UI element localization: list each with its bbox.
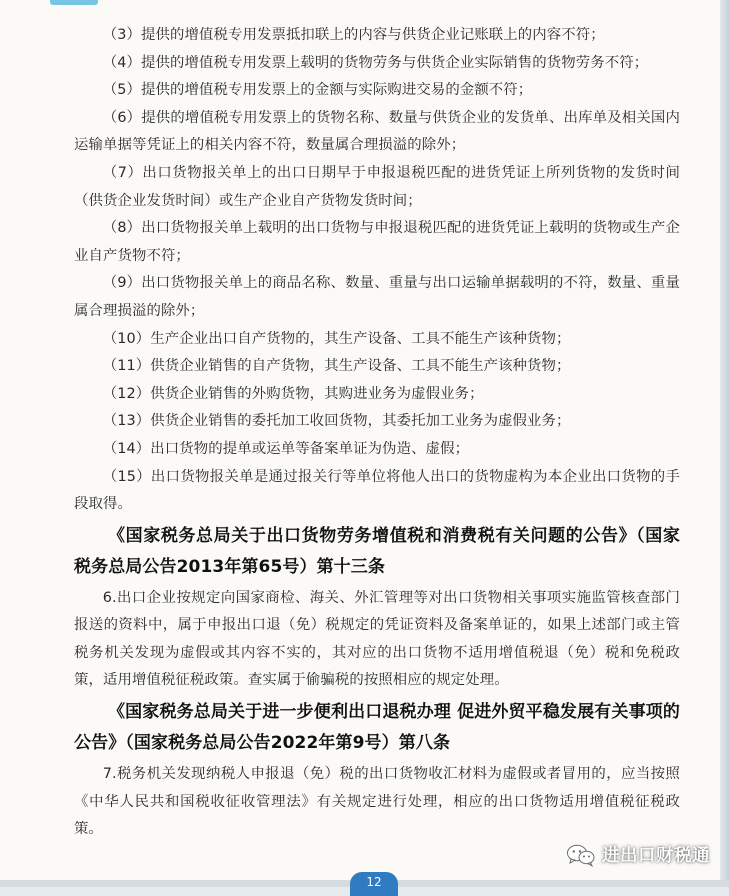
list-item: （7）出口货物报关单上的出口日期早于申报退税匹配的进货凭证上所列货物的发货时间（供货企业发货时间）或生产企业自产货物发货时间； <box>74 164 680 209</box>
section-heading: 《国家税务总局关于进一步便利出口退税办理 促进外贸平稳发展有关事项的公告》（国家税务总局公告2022年第9号）第八条 <box>74 702 680 754</box>
list-item: （9）出口货物报关单上的商品名称、数量、重量与出口运输单据载明的不符，数量、重量属合理损溢的除外； <box>74 275 680 319</box>
list-item: （6）提供的增值税专用发票上的货物名称、数量与供货企业的发货单、出库单及相关国内运输单据等凭证上的相关内容不符，数量属合理损溢的除外； <box>74 109 680 154</box>
watermark <box>566 842 710 867</box>
list-item: （8）出口货物报关单上载明的出口货物与申报退税匹配的进货凭证上载明的货物或生产企业自产货物不符； <box>74 220 680 264</box>
wechat-icon <box>566 843 596 867</box>
corner-accent <box>50 0 98 5</box>
list-item: （13）供货企业销售的委托加工收回货物，其委托加工业务为虚假业务； <box>102 413 571 430</box>
page-edge-shadow <box>720 0 729 887</box>
body-paragraph: 6.出口企业按规定向国家商检、海关、外汇管理等对出口货物相关事项实施监管核查部门报送的资料中，属于申报出口退（免）税规定的凭证资料及备案单证的，如果上述部门或主管税务机关发现为虚假或其内容不实的，其对应的出口货物不适用增值税退（免）税和免税政策，适用增值税征税政策。查实属于偷骗税的按照相应的规定处理。 <box>74 589 680 689</box>
list-item: （3）提供的增值税专用发票抵扣联上的内容与供货企业记账联上的内容不符； <box>102 27 605 43</box>
body-paragraph: 7.税务机关发现纳税人申报退（免）税的出口货物收汇材料为虚假或者冒用的，应当按照《中华人民共和国税收征收管理法》有关规定进行处理，相应的出口货物适用增值税征税政策。 <box>74 766 680 838</box>
list-item: （10）生产企业出口自产货物的，其生产设备、工具不能生产该种货物； <box>102 330 571 347</box>
page-number: 12 <box>366 875 382 889</box>
list-item: （11）供货企业销售的自产货物，其生产设备、工具不能生产该种货物； <box>102 358 571 375</box>
list-item: （15）出口货物报关单是通过报关行等单位将他人出口的货物虚构为本企业出口货物的手段取得。 <box>74 468 680 513</box>
document-body <box>74 22 680 844</box>
watermark-text: 进出口财税通 <box>602 846 710 866</box>
list-item: （12）供货企业销售的外购货物，其购进业务为虚假业务； <box>102 385 484 402</box>
list-item: （4）提供的增值税专用发票上载明的货物劳务与供货企业实际销售的货物劳务不符； <box>102 54 649 71</box>
list-item: （14）出口货物的提单或运单等备案单证为伪造、虚假； <box>102 440 470 457</box>
page-number-badge <box>350 872 398 896</box>
list-item: （5）提供的增值税专用发票上的金额与实际购进交易的金额不符； <box>102 82 533 99</box>
section-heading: 《国家税务总局关于出口货物劳务增值税和消费税有关问题的公告》（国家税务总局公告2013年第65号）第十三条 <box>74 525 680 577</box>
